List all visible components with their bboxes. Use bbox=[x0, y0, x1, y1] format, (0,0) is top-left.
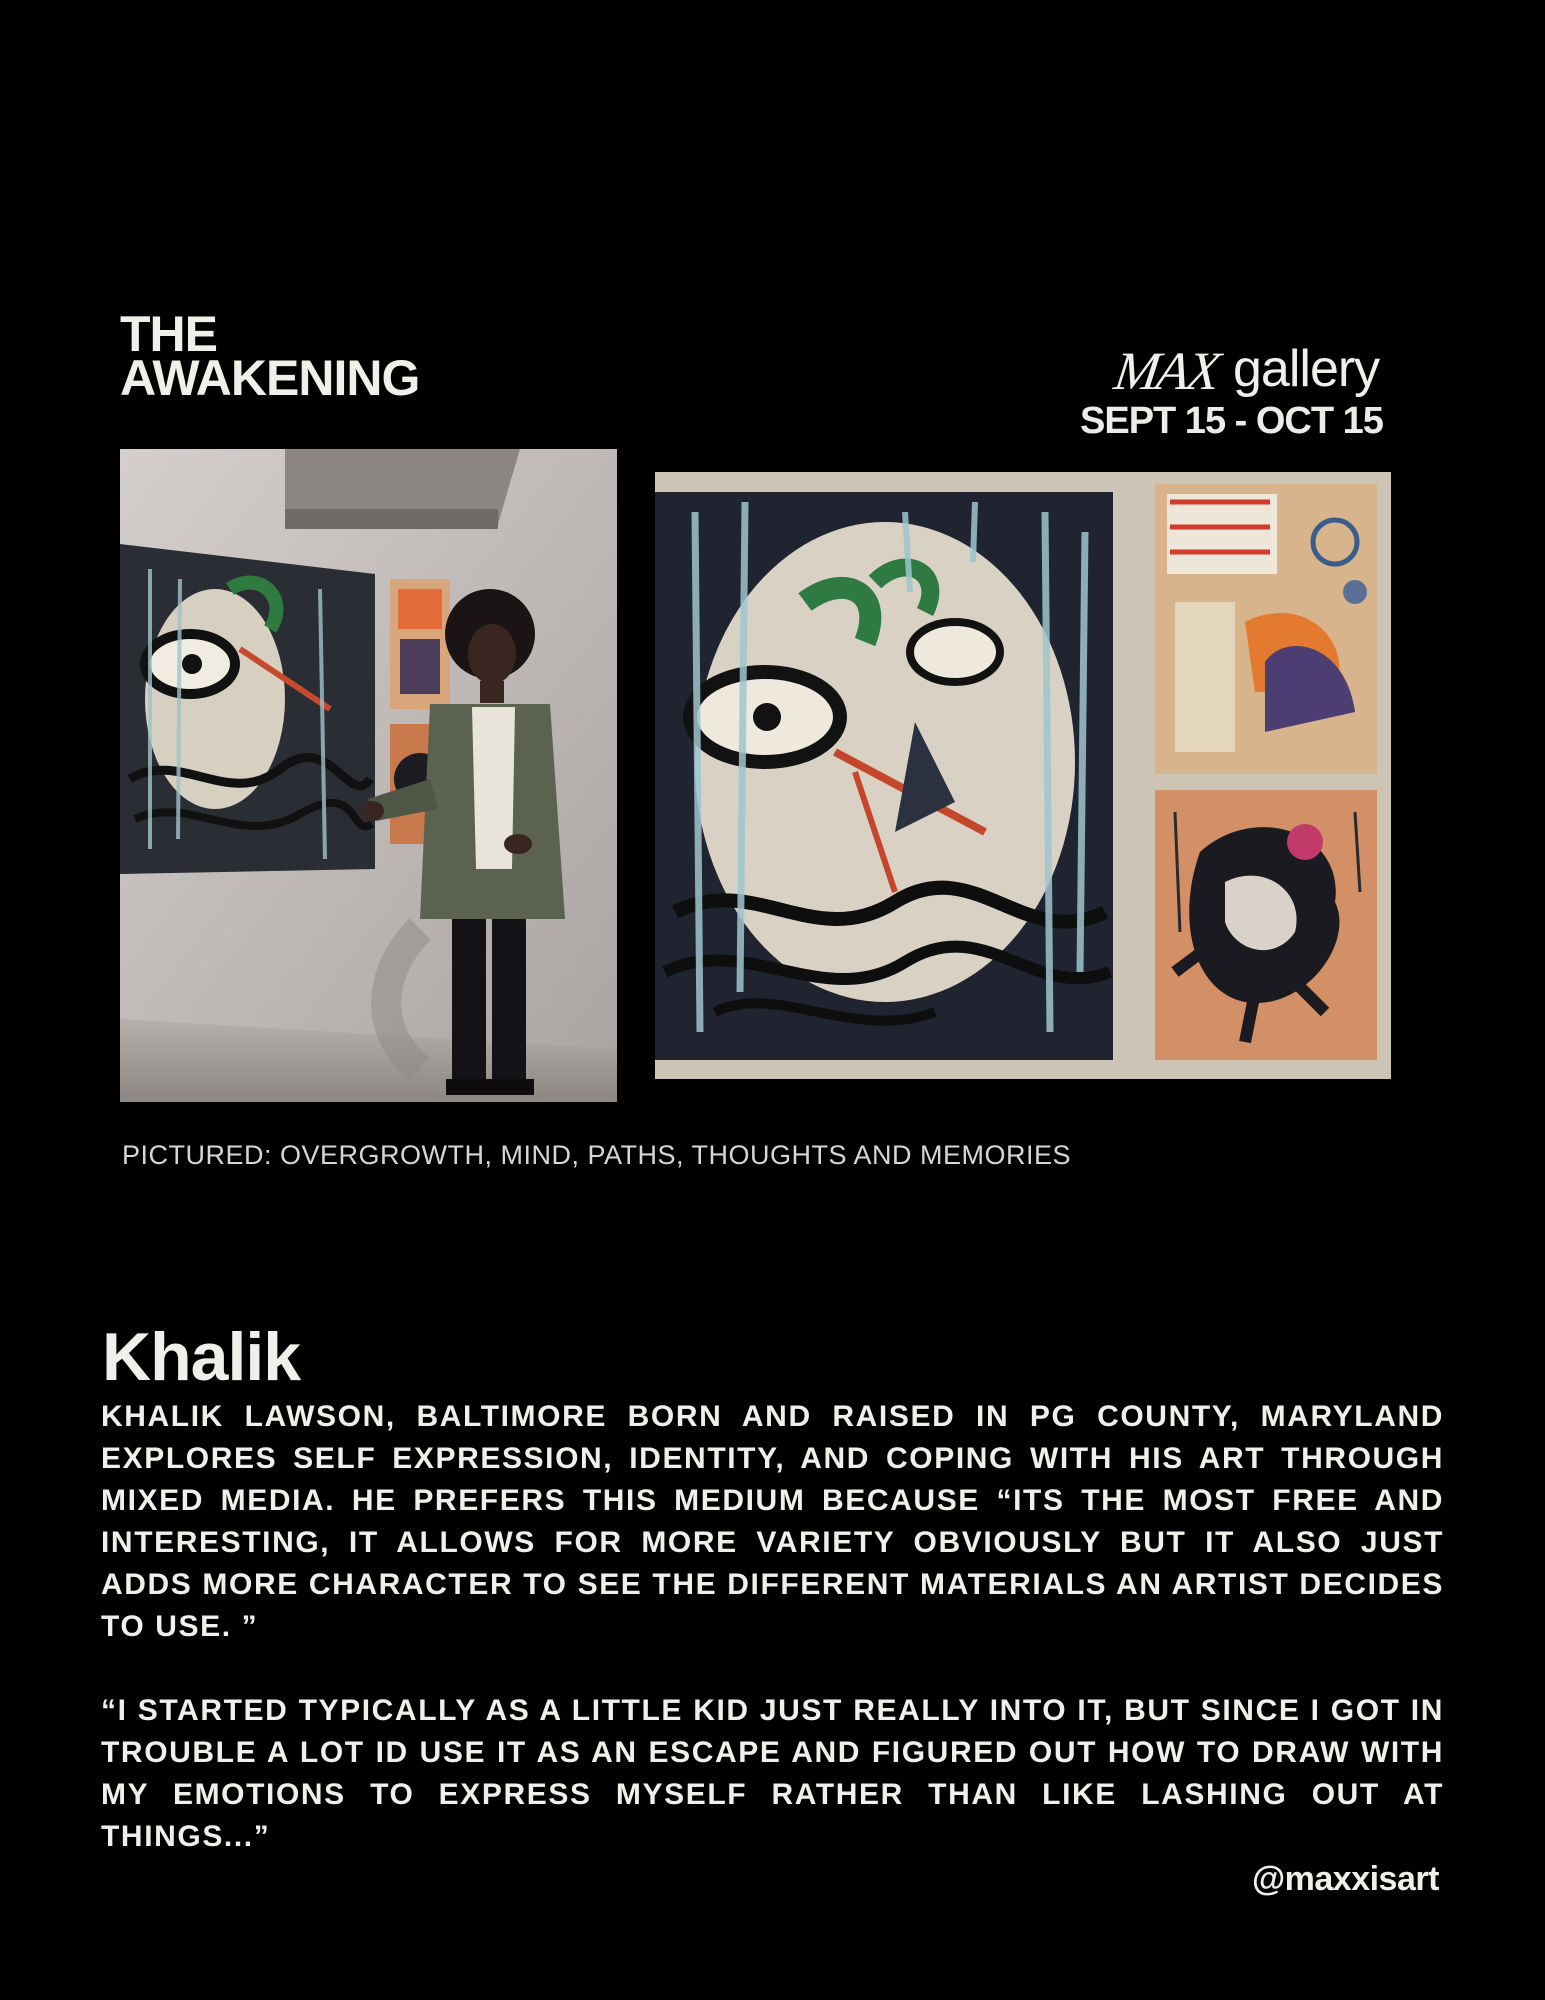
artist-with-artwork-photo bbox=[120, 449, 617, 1102]
logo-gallery-text: gallery bbox=[1233, 340, 1380, 398]
social-handle: @maxxisart bbox=[1252, 1860, 1439, 1898]
artist-name: Khalik bbox=[102, 1319, 301, 1395]
title-line-1: THE bbox=[120, 306, 217, 362]
gallery-logo bbox=[1110, 338, 1387, 401]
exhibition-title bbox=[120, 306, 420, 406]
logo-max-text: MAX bbox=[1110, 341, 1222, 401]
photo-caption: PICTURED: OVERGROWTH, MIND, PATHS, THOUGHTS AND MEMORIES bbox=[122, 1140, 1072, 1170]
artworks-photo bbox=[655, 472, 1391, 1079]
title-line-2: AWAKENING bbox=[120, 350, 420, 406]
exhibition-dates: SEPT 15 - OCT 15 bbox=[1080, 400, 1383, 442]
artist-bio-paragraph-2: “I STARTED TYPICALLY AS A LITTLE KID JUST REALLY INTO IT, BUT SINCE I GOT IN TROUBLE A LOT ID USE IT AS AN ESCAPE AND FIGURED OUT HOW TO DRAW WITH MY EMOTIONS TO EXPRESS MYSELF RATHER THAN LIKE LASHING OUT AT THINGS...” bbox=[101, 1694, 1444, 1853]
artist-bio-paragraph-1: KHALIK LAWSON, BALTIMORE BORN AND RAISED IN PG COUNTY, MARYLAND EXPLORES SELF EXPRESSION, IDENTITY, AND COPING WITH HIS ART THROUGH MIXED MEDIA. HE PREFERS THIS MEDIUM BECAUSE “ITS THE MOST FREE AND INTERESTING, IT ALLOWS FOR MORE VARIETY OBVIOUSLY BUT IT ALSO JUST ADDS MORE CHARACTER TO SEE THE DIFFERENT MATERIALS AN ARTIST DECIDES TO USE. ” bbox=[101, 1400, 1444, 1643]
